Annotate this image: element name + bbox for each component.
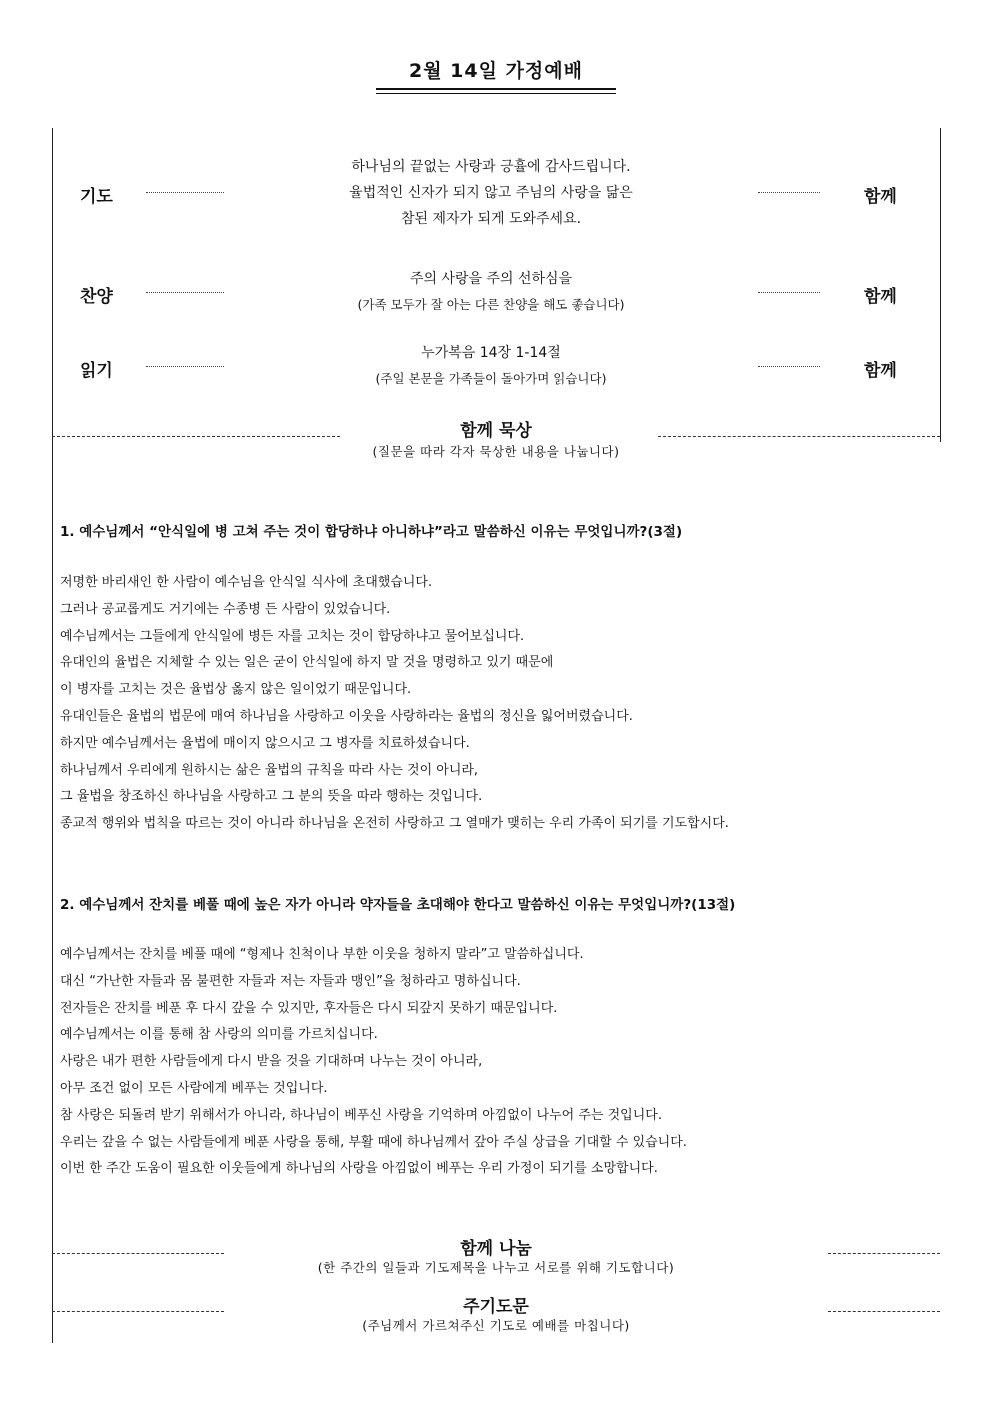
question-1: 1. 예수님께서 “안식일에 병 고쳐 주는 것이 합당하냐 아니하냐”라고 말씀하신 이유는 무엇입니까?(3절) xyxy=(60,524,683,540)
row-content xyxy=(226,154,756,232)
content-line: 누가복음 14장 1-14절 xyxy=(421,345,561,361)
answer-line: 그러나 공교롭게도 거기에는 수종병 든 사람이 있었습니다. xyxy=(60,601,391,617)
answer-1 xyxy=(60,570,729,838)
sharing-heading: 함께 나눔 xyxy=(460,1239,532,1259)
answer-line: 우리는 갚을 수 없는 사람들에게 베푼 사랑을 통해, 부활 때에 하나님께서 갚아 주실 상급을 기대할 수 있습니다. xyxy=(60,1134,687,1150)
sharing-subtitle: (한 주간의 일들과 기도제목을 나누고 서로를 위해 기도합니다) xyxy=(317,1260,675,1275)
section-divider xyxy=(828,1253,940,1254)
lords-prayer-subtitle: (주님께서 가르쳐주신 기도로 예배를 마칩니다) xyxy=(362,1318,630,1333)
answer-line: 하나님께서 우리에게 원하시는 삶은 율법의 규칙을 따라 사는 것이 아니라, xyxy=(60,762,479,778)
row-content xyxy=(226,340,756,392)
lords-prayer-heading: 주기도문 xyxy=(463,1297,529,1317)
row-label: 읽기 xyxy=(80,361,113,381)
answer-line: 예수님께서는 잔치를 베풀 때에 “형제나 친척이나 부한 이웃을 청하지 말라”고 말씀하십니다. xyxy=(60,947,584,962)
answer-line: 예수님께서는 그들에게 안식일에 병든 자를 고치는 것이 합당하냐고 물어보십니다. xyxy=(60,628,525,644)
answer-line: 사랑은 내가 편한 사람들에게 다시 받을 것을 기대하며 나누는 것이 아니라, xyxy=(60,1054,483,1070)
question-2: 2. 예수님께서 잔치를 베풀 때에 높은 자가 아니라 약자들을 초대해야 한다고 말씀하신 이유는 무엇입니까?(13절) xyxy=(60,897,736,913)
leader-dots xyxy=(146,292,224,293)
section-divider xyxy=(658,436,940,437)
row-who: 함께 xyxy=(864,187,897,207)
answer-line: 이번 한 주간 도움이 필요한 이웃들에게 하나님의 사랑을 아낌없이 베푸는 우리 가정이 되기를 소망합니다. xyxy=(60,1161,658,1177)
page-title: 2월 14일 가정예배 xyxy=(408,60,583,82)
title-underline-thin xyxy=(376,93,616,94)
answer-line: 아무 조건 없이 모든 사람에게 베푸는 것입니다. xyxy=(60,1080,328,1096)
answer-line: 유대인의 율법은 지체할 수 있는 일은 굳이 안식일에 하지 말 것을 명령하고 있기 때문에 xyxy=(60,655,554,671)
leader-dots xyxy=(758,192,820,193)
answer-line: 종교적 행위와 법칙을 따르는 것이 아니라 하나님을 온전히 사랑하고 그 열매가 맺히는 우리 가족이 되기를 기도합시다. xyxy=(60,816,729,832)
row-label: 기도 xyxy=(80,187,113,207)
title-underline xyxy=(376,88,616,90)
section-divider xyxy=(828,1311,940,1312)
meditation-heading: 함께 묵상 xyxy=(460,421,532,441)
answer-line: 대신 “가난한 자들과 몸 불편한 자들과 저는 자들과 맹인”을 청하라고 명하십니다. xyxy=(60,973,521,989)
right-border-line xyxy=(940,128,941,442)
content-line: 율법적인 신자가 되지 않고 주님의 사랑을 닮은 xyxy=(349,185,633,201)
answer-line: 하지만 예수님께서는 율법에 매이지 않으시고 그 병자를 치료하셨습니다. xyxy=(60,735,470,751)
answer-line: 전자들은 잔치를 베푼 후 다시 갚을 수 있지만, 후자들은 다시 되갚지 못하기 때문입니다. xyxy=(60,1000,558,1016)
answer-line: 참 사랑은 되돌려 받기 위해서가 아니라, 하나님이 베푸신 사랑을 기억하며 아낌없이 나누어 주는 것입니다. xyxy=(60,1107,662,1123)
answer-line: 이 병자를 고치는 것은 율법상 옳지 않은 일이었기 때문입니다. xyxy=(60,682,412,698)
row-label: 찬양 xyxy=(80,287,113,307)
content-line: 참된 제자가 되게 도와주세요. xyxy=(400,211,582,227)
answer-line: 저명한 바리새인 한 사람이 예수님을 안식일 식사에 초대했습니다. xyxy=(60,575,433,590)
leader-dots xyxy=(146,192,224,193)
content-note: (가족 모두가 잘 아는 다른 찬양을 해도 좋습니다) xyxy=(357,297,625,312)
leader-dots xyxy=(758,366,820,367)
content-note: (주일 본문을 가족들이 돌아가며 읽습니다) xyxy=(375,371,607,386)
row-who: 함께 xyxy=(864,361,897,381)
left-border-line xyxy=(52,128,53,1343)
leader-dots xyxy=(146,366,224,367)
answer-line: 예수님께서는 이를 통해 참 사랑의 의미를 가르치십니다. xyxy=(60,1027,378,1043)
leader-dots xyxy=(758,292,820,293)
answer-2 xyxy=(60,942,687,1183)
row-who: 함께 xyxy=(864,287,897,307)
meditation-subtitle: (질문을 따라 각자 묵상한 내용을 나눕니다) xyxy=(372,444,620,459)
answer-line: 유대인들은 율법의 법문에 매여 하나님을 사랑하고 이웃을 사랑하라는 율법의 정신을 잃어버렸습니다. xyxy=(60,708,633,724)
answer-line: 그 율법을 창조하신 하나님을 사랑하고 그 분의 뜻을 따라 행하는 것입니다. xyxy=(60,789,483,805)
row-content xyxy=(226,266,756,318)
content-line: 하나님의 끝없는 사랑과 긍휼에 감사드립니다. xyxy=(351,159,631,175)
content-line: 주의 사랑을 주의 선하심을 xyxy=(409,271,573,287)
